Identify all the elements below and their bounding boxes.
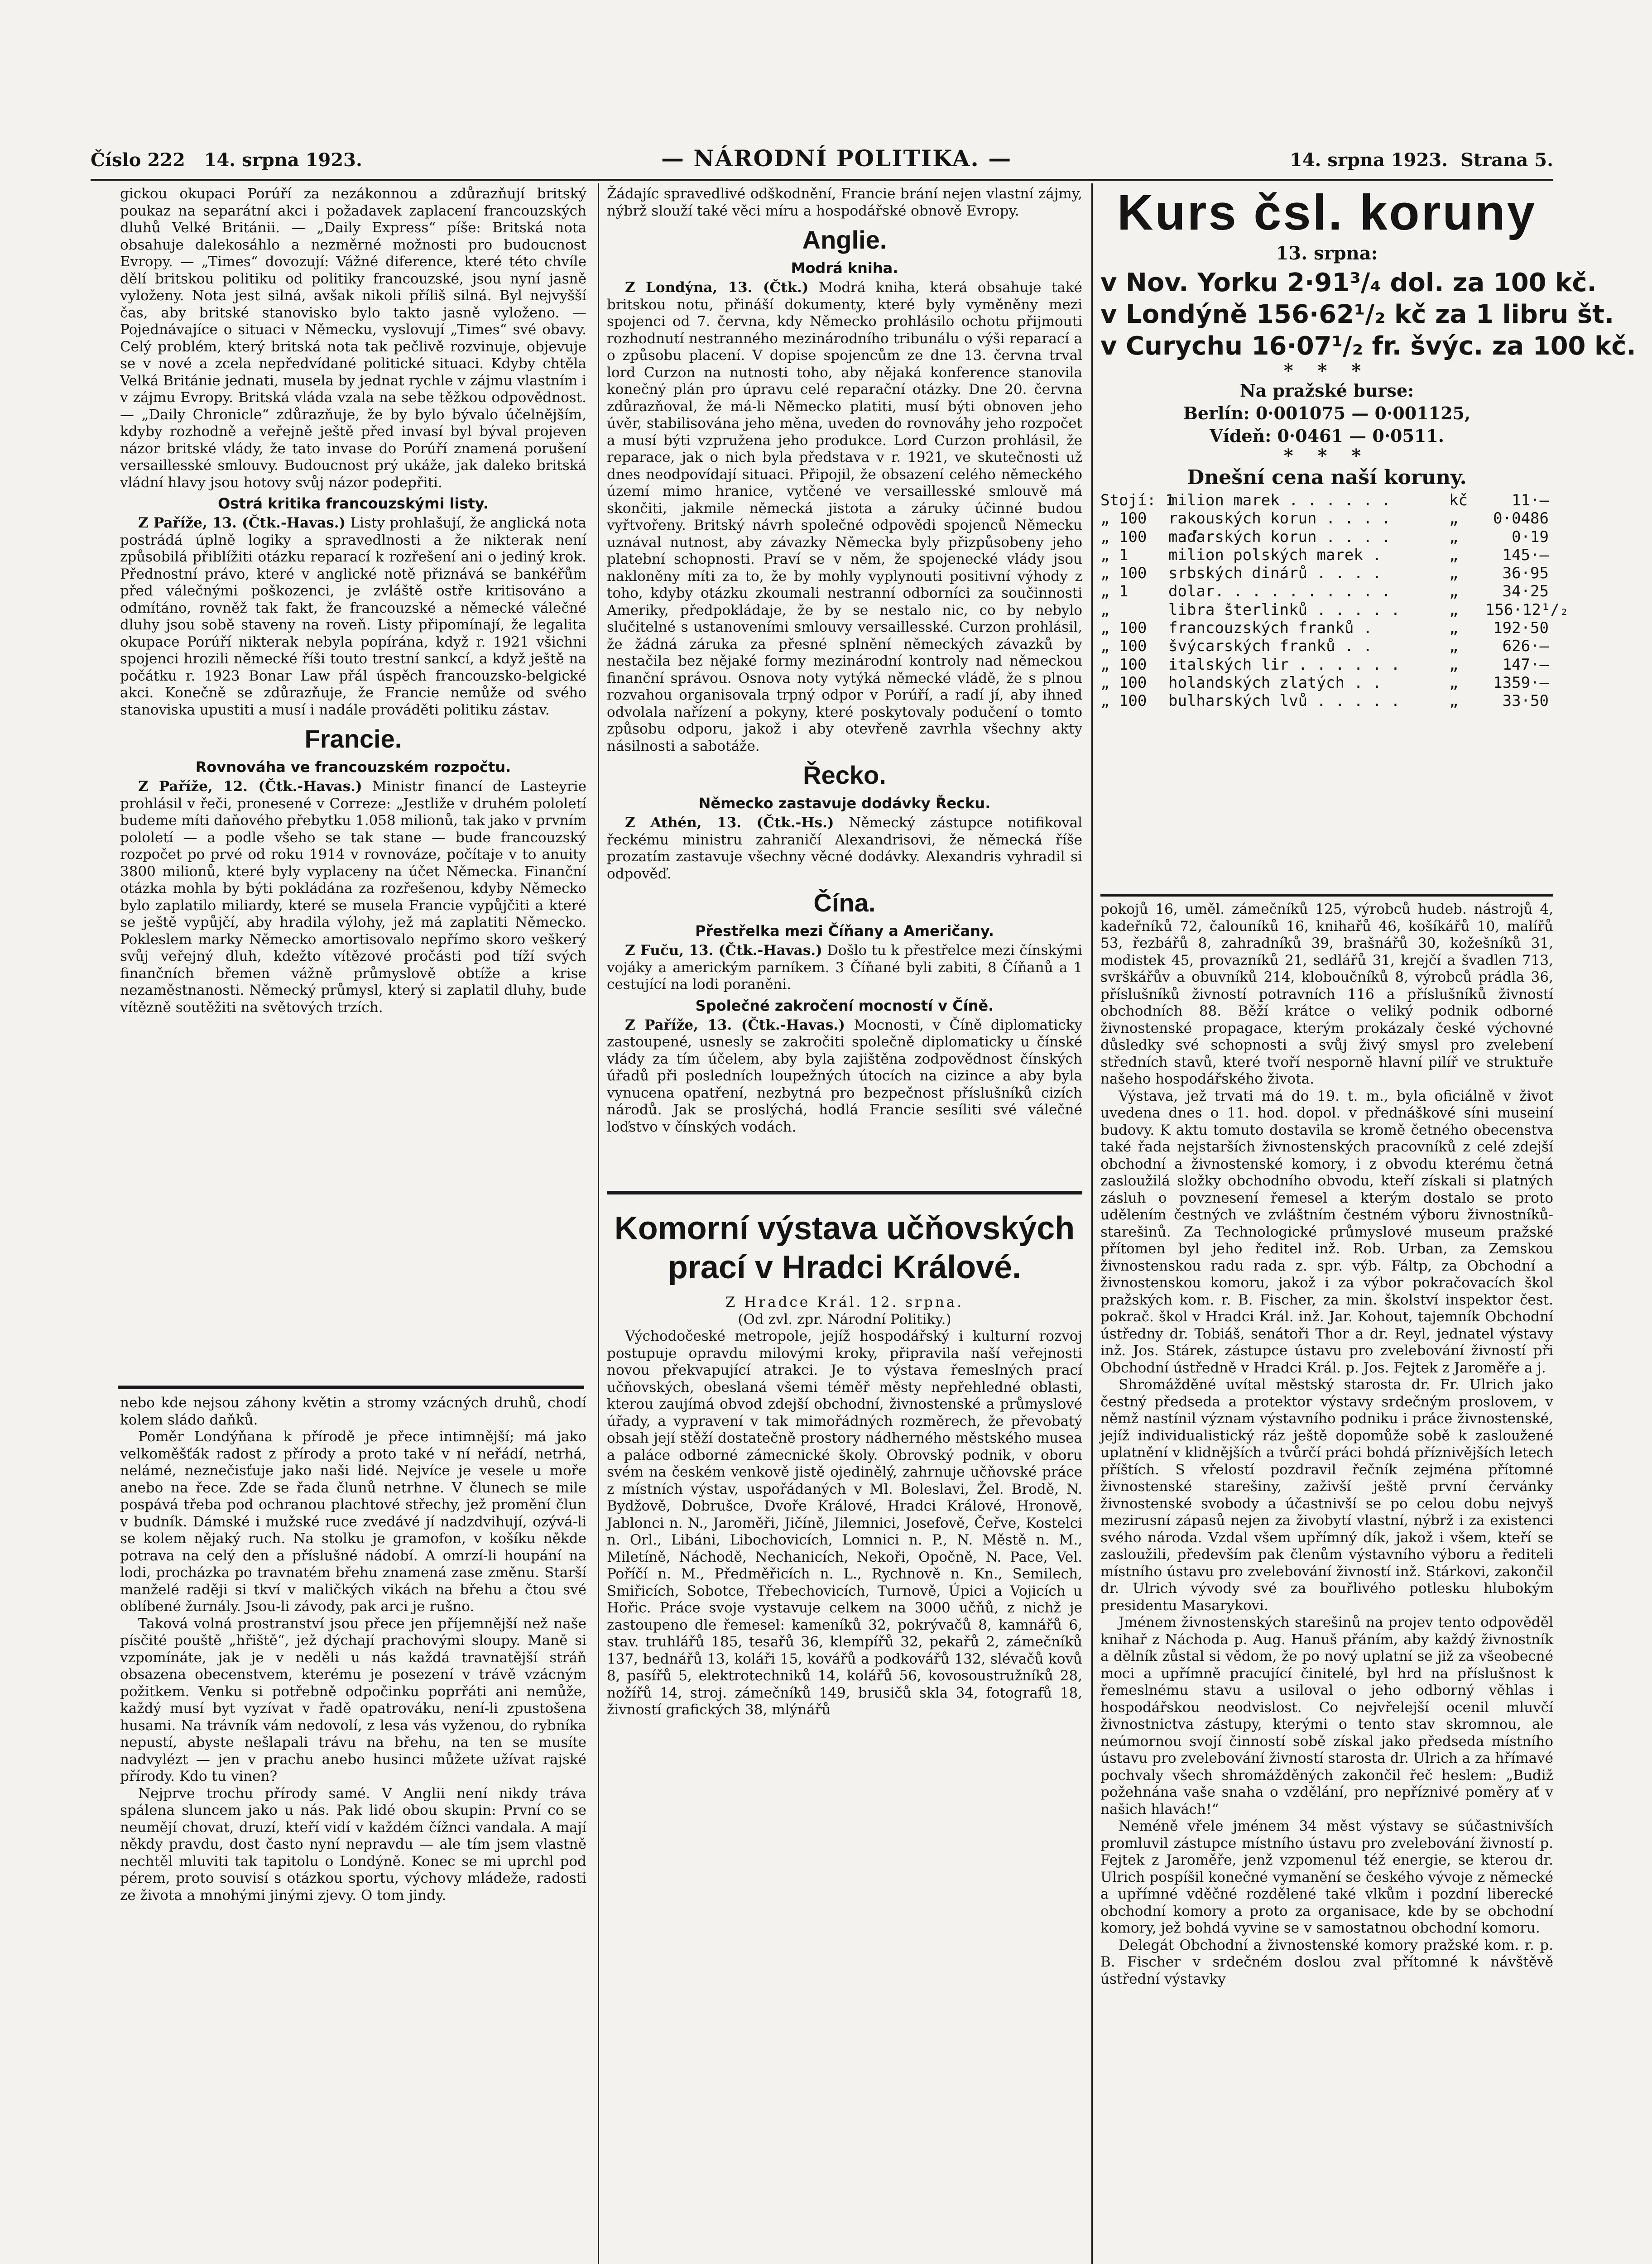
rate-quantity: „ 100 (1100, 673, 1147, 692)
feuilleton-text: Nejprve trochu přírody samé. V Anglii není nikdy tráva spálena sluncem jako u nás. Pak lidé obou skupin: První co se neumějí chovat, druzí, kteří vidí v každém čížnci vandala. A mají někdy pravdu, dost často nyní nepravdu — ale tím jsem vlastně nechtěl mluviti tak tapitolu o Londýně. Konec se mi uprchl pod pérem, proto souvisí s otázkou sportu, výchovy mládeže, radosti ze života a mnohými jinými zjevy. O tom jindy. (120, 1785, 586, 1904)
dateline: Z Paříže, 13. (Čtk.-Havas.) (625, 1017, 845, 1033)
rate-currency: maďarských korun . . . . (1168, 528, 1391, 546)
rate-value: 192·50 (1493, 619, 1549, 638)
article-text: Výstava, jež trvati má do 19. t. m., byla oficiálně v život uvedena dnes o 11. hod. dopol. v přednáškové síni museiní budovy. K aktu tomuto dostavila se kromě četného obecenstva také řada nejstarších živnostenských pracovníků z celé zdejší obchodní a živnostenské komory, i z obvodu kterému četná zasloužilá složky obchodního obvodu, kteří získali si platných zásluh o povznesení řemesel a kterým dostalo se proto udělením čestných ve zvláštním čestném výboru živnostníků-starešinů. Za Technologické průmyslové museum pražské přítomen byl jeho ředitel inž. Rob. Urban, za Zemskou živnostenskou radu rada z. spr. výb. Fáltp, za Obchodní a živnostenskou komoru, jakož i za výbor pokračovacích škol pražských kom. r. B. Fischer, za min. školství inspektor čest. pokrač. škol v Hradci Král. inž. Jar. Kohout, tajemník Obchodní ústředny dr. Tobiáš, senátoři Thor a dr. Reyl, jednatel výstavy inž. Jos. Stárek, zástupce ústavu pro zvelebování živností při Obchodní ústředně v Hradci Král. p. Jos. Fejtek z Jaroměře a j. (1100, 1088, 1553, 1376)
page-header (91, 145, 1553, 172)
rate-unit: „ (1449, 673, 1459, 692)
rate-value: 33·50 (1502, 692, 1549, 710)
rate-value: 626·— (1502, 637, 1549, 656)
article-text: Žádajíc spravedlivé odškodnění, Francie brání nejen vlastní zájmy, nýbrž slouží také věci míru a hospodářské obnově Evropy. (607, 186, 1082, 219)
issue-number: Číslo 222 (91, 149, 185, 171)
dnesni-cena-title: Dnešní cena naší koruny. (1187, 466, 1467, 489)
rate-row (1100, 564, 1553, 582)
rate-currency: francouzských franků . (1168, 619, 1373, 638)
rate-quantity: „ 100 (1100, 637, 1147, 656)
rate-unit: „ (1449, 509, 1459, 528)
article-body: Došlo tu k přestřelce mezi čínskými vojáky a americkým parníkem. 3 Číňané byli zabiti, 8 Číňanů a 1 cestující na lodi poraněni. (607, 942, 1082, 993)
page-info (1290, 149, 1553, 171)
column-3-article (1100, 901, 1553, 2264)
rate-row (1100, 656, 1553, 674)
subheading-prestrelka: Přestřelka mezi Číňany a Američany. (695, 922, 994, 940)
subheading-nemecko: Německo zastavuje dodávky Řecku. (698, 795, 991, 812)
rate-row (1100, 491, 1553, 509)
rate-currency: švýcarských franků . . (1168, 637, 1373, 656)
rate-value: 147·— (1502, 655, 1549, 674)
feuilleton-text: Taková volná prostranství jsou přece jen příjemnější než naše písčité pouště „hřiště“, jež dýchají prachovými sloupy. Maně si vzpomínáte, jak je v neděli u nás každá travnatější stráň obsazena obecenstvem, kterému je posezení v trávě vzácným požitkem. Venku si potřebně odpočinku poprřáti ani nemůže, každý musí byt vyzívat v řadě opatrováku, není-li zpustošena husami. Na trávník vám nedovolí, z lesa vás vyženou, do rybníka nepustí, abyste nešlapali trávu na břehu, na ten se musíte nadvylézt — jen v prachu anebo husinci můžete užívat rajské přírody. Kdo tu vinen? (120, 1615, 586, 1784)
rate-row (1100, 619, 1553, 637)
article-text (607, 942, 1082, 993)
rate-unit: „ (1449, 600, 1459, 619)
separator-stars: * * * (1283, 445, 1370, 466)
page-number: Strana 5. (1460, 149, 1553, 171)
article-body: Německý zástupce notifikoval řeckému ministru zahraničí Alexandrisovi, že německá říše prozatím zastavuje všechny věcné dodávky. Alexandris vyhradil si odpověď. (607, 815, 1082, 882)
exchange-box-rule (1100, 894, 1553, 897)
rate-quantity: „ 100 (1100, 528, 1147, 546)
rate-unit: „ (1449, 619, 1459, 638)
rate-row (1100, 546, 1553, 564)
rate-row (1100, 674, 1553, 692)
rates-table (1100, 491, 1569, 710)
section-rule-col1 (118, 1386, 584, 1389)
rate-row (1100, 692, 1553, 710)
article-text: Delegát Obchodní a živnostenské komory pražské kom. r. p. B. Fischer v srdečném doslou zval přítomné k návštěvě ústřední výstavky (1100, 1937, 1553, 1987)
rate-currency: italských lir . . . . . . (1168, 655, 1400, 674)
article-text (120, 778, 586, 1016)
feuilleton-text: nebo kde nejsou záhony květin a stromy vzácných druhů, chodí kolem sládo daňků. (120, 1395, 586, 1428)
rate-quantity: „ (1100, 600, 1110, 619)
rate-quantity: „ 1 (1100, 582, 1129, 601)
article-byline: (Od zvl. zpr. Národní Politiky.) (738, 1311, 951, 1328)
rate-currency: bulharských lvů . . . . . (1168, 692, 1400, 710)
article-title-vystava: Komorní výstava učňovských prací v Hradci Králové. (614, 1210, 1075, 1285)
issue-info (91, 149, 362, 171)
heading-cina: Čína. (813, 888, 876, 917)
feuilleton-text: Poměr Londýňana k přírodě je přece intimnější; má jako velkoměšťák radost z přírody a proto také v ní neřádí, netrhá, nelámé, neznečisťuje jako naši lidé. Nejvíce je vesele u moře anebo na řece. Zde se řada člunů netrhne. V člunech se mile pospává třeba pod ochranou plachtové střechy, jež promění člun v budník. Dámské i mužské ruce zvedávé jí nadzdvihují, ozývá-li se kolem nějaký ruch. Na stolku je gramofon, v košíku někde potrava na celý den a příslušné nádobí. A omrzí-li houpání na lodi, procházka po travnatém břehu znamená zase změnu. Starší manželé raději si tkví v maličkých vikách na břehu a čtou své oblíbené žurnály. Jsou-li závody, pak arci je rušno. (120, 1429, 586, 1615)
rate-value: 145·— (1502, 546, 1549, 564)
rate-currency: libra šterlinků . . . . . (1168, 600, 1400, 619)
rate-quantity: „ 100 (1100, 564, 1147, 583)
rate-unit: „ (1449, 528, 1459, 546)
article-text: Jménem živnostenských starešinů na projev tento odpověděl knihař z Náchoda p. Aug. Hanuš přáním, aby každý živnostník a dělník zůstal si vědom, že po nový uplatní se již za všeobecné moci a upřímně pracující činitelé, byl hrd na příslušnost k řemeslnému stavu a usiloval o jeho odborný věhlas i hospodářskou neodvislost. Co nejvřelejší ocenil mluvčí živnostnictva zástupy, kterými o tento stav skromnou, ale neúmornou svojí činností sobě získal jako předseda místního ústavu pro zvelebování živností starosta dr. Ulrich a za hřímavé pochvaly všech shromážděných zakončil řeč heslem: „Budiž požehnána vaše snaha o vzdělání, pro nepříznivé poměry ať v našich hlavách!“ (1100, 1614, 1553, 1818)
rate-value: 11·— (1512, 491, 1549, 509)
article-text (607, 1017, 1082, 1136)
rate-value: 156·12¹/₂ (1485, 600, 1569, 619)
rate-row (1100, 509, 1553, 528)
article-body: Listy prohlašují, že anglická nota postrádá úplně logiky a spravedlnosti a že nikterak není způsobilá přiblížiti otázku reparací k rozřešení ani o jediný krok. Přednostní právo, které v anglické notě přiznává se bankéřům před válečnými poškozenci, je zvláště ostře kritisováno a odmítáno, rovněž tak fakt, že francouzské a německé válečné dluhy jsou sobě staveny na roveň. Listy připomínají, že legalita okupace Porúří nikterak nebyla popírána, když r. 1921 všichni spojenci hrozili německé říši touto trestní sankcí, a když ještě na počátku r. 1923 Bonar Law přál úspěch francouzsko-belgické akci. Konečně se zdůrazňuje, že Francie nemůže od svého stanoviska upustiti a musí i nadále prováděti politiku zástav. (120, 515, 587, 718)
article-text: Shromážděné uvítal městský starosta dr. Fr. Ulrich jako čestný předseda a protektor výstavy srdečným proslovem, v němž nastínil význam výstavního podniku i práce živnostenské, jejíž individualistický ráz ještě dopomůže sobě k zasloužené uplatnění v klidnějších a tvůrčí práci bohdá příznivějších letech příštích. S vřelostí pozdravil řečník zejména přítomné živnostenské starešiny, zaživší ještě první červánky živnostenské svobody a účastnivší se po celou dobu nejvyš mezirusní zápasů nejen za živobytí vlastní, nýbrž i za existenci svého národa. Vzdal všem upřímný dík, jakož i všem, kteří se zasloužili, především pak členům výstavního výboru a řediteli místního ústavu pro zvelebování živností inž. Stárkovi, zakončil dr. Ulrich vývody své za bouřlivého potlesku hlubokým presidentu Masarykovi. (1100, 1377, 1553, 1614)
burse-title: Na pražské burse: (1239, 380, 1414, 401)
rate-currency: rakouských korun . . . . (1168, 509, 1391, 528)
rate-berlin: Berlín: 0·001075 — 0·001125, (1183, 403, 1471, 423)
heading-anglie: Anglie. (802, 225, 887, 254)
dateline: Z Fuču, 13. (Čtk.-Havas.) (625, 942, 822, 959)
rate-currency: milion marek . . . . . . (1168, 491, 1391, 509)
column-2-bottom (607, 1200, 1082, 2264)
rate-row (1100, 582, 1553, 600)
rate-unit: „ (1449, 582, 1459, 601)
masthead-title: — NÁRODNÍ POLITIKA. — (661, 145, 1012, 172)
column-divider-1 (598, 183, 599, 2264)
article-text (120, 515, 586, 719)
rate-unit: kč (1449, 491, 1468, 509)
rate-quantity: „ 1 (1100, 546, 1129, 564)
rate-currency: srbských dinárů . . . . (1168, 564, 1382, 583)
section-rule-col2 (607, 1191, 1082, 1194)
article-body: Ministr financí de Lasteyrie prohlásil v řeči, pronesené v Correze: „Jestliže v druhém pololetí budeme míti daňového přebytku 1.058 milionů, tak jako v prvním pololetí — a podle všeho se tak stane — bude francouzský rozpočet po prvé od roku 1914 v rovnováze, počítaje v to anuity 3800 milionů, které byly vyplaceny na účet Německa. Finanční otázka mohla by býti pokládána za rozřešenou, kdyby Německo bylo zaplatilo miliardy, které se musela Francie vypůjčiti a které se ještě vypůjčí, aby hradila výlohy, jež má zaplatiti Německo. Pokleslem marky Německo amortisovalo nepřímo skoro veškerý svůj veřejný dluh, kdežto vítězové pročásti pod tíží svých finančních břemen vážně průmyslově obtíže a krise nezaměstnanosti. Německý průmysl, který si zaplatil dluhy, bude vítězně soutěžiti na světových trzích. (120, 778, 586, 1016)
subheading-spolecne: Společné zakročení mocností v Číně. (695, 997, 994, 1014)
kurs-title: Kurs čsl. koruny (1117, 185, 1537, 240)
issue-date: 14. srpna 1923. (204, 149, 362, 171)
dateline: Z Paříže, 13. (Čtk.-Havas.) (138, 515, 346, 531)
kurs-date: 13. srpna: (1276, 243, 1378, 264)
rate-quantity: „ 100 (1100, 692, 1147, 710)
rate-quantity: Stojí: 1 (1100, 491, 1175, 509)
rate-row (1100, 528, 1553, 546)
article-text (607, 815, 1082, 883)
heading-recko: Řecko. (803, 761, 886, 789)
article-text (607, 279, 1082, 755)
dateline: Z Paříže, 12. (Čtk.-Havas.) (138, 778, 362, 795)
article-body: Mocnosti, v Číně diplomaticky zastoupené, usnesly se zakročiti společně diplomaticky u čínské vlády za tím účelem, aby byla zajištěna zodpovědnost čínských úřadů při posledních loupežných útocích na cizince a aby byla vynucena opatření, nezbytná pro bezpečnost příslušníků cizích národů. Jak se proslýchá, hodlá Francie sesíliti své válečné loďstvo v čínských vodách. (607, 1017, 1083, 1135)
rate-value: 0·19 (1512, 528, 1549, 546)
rate-quantity: „ 100 (1100, 655, 1147, 674)
rate-zurich: v Curychu 16·07¹/₂ fr. švýc. za 100 kč. (1100, 331, 1636, 361)
rate-currency: dolar. . . . . . . . . . (1168, 582, 1391, 601)
dateline: Z Athén, 13. (Čtk.-Hs.) (625, 815, 834, 831)
rate-row (1100, 637, 1553, 655)
rate-currency: milion polských marek . (1168, 546, 1382, 564)
rate-new-york: v Nov. Yorku 2·91³/₄ dol. za 100 kč. (1100, 268, 1597, 297)
rate-unit: „ (1449, 692, 1459, 710)
subheading-modra-kniha: Modrá kniha. (791, 259, 898, 277)
rate-vienna: Vídeň: 0·0461 — 0·0511. (1209, 425, 1445, 446)
rate-unit: „ (1449, 546, 1459, 564)
column-divider-2 (1091, 183, 1093, 2264)
separator-stars: * * * (1283, 360, 1370, 381)
subheading-ostra-kritika: Ostrá kritika francouzskými listy. (218, 495, 489, 512)
rate-quantity: „ 100 (1100, 619, 1147, 638)
rate-value: 0·0486 (1493, 509, 1549, 528)
rate-unit: „ (1449, 655, 1459, 674)
subheading-rovnovaha: Rovnováha ve francouzském rozpočtu. (195, 758, 511, 776)
rate-currency: holandských zlatých . . (1168, 673, 1382, 692)
article-text: pokojů 16, uměl. zámečníků 125, výrobců hudeb. nástrojů 4, kadeřníků 72, čalouníků 16, knihařů 46, košíkářů 10, malířů 53, řezbářů 8, zahradníků 39, brašnářů 30, kožešníků 31, modistek 45, provazníků 21, sedlářů 31, krejčí a švadlen 713, svrškářův a obuvníků 214, kloboučníků 8, výrobců prádla 36, příslušníků živností potravních 116 a příslušníků živností obchodních 88. Běží krátce o veliký podnik odborné živnostenské propagace, kterým prokázaly české výchovné důsledky své schopnosti a svůj živý smysl pro zvelebení středních stavů, které tvoří nesporně hlavní pilíř ve struktuře našeho hospodářského života. (1100, 901, 1553, 1087)
column-1-top (120, 186, 586, 1381)
exchange-box (1100, 185, 1636, 887)
rate-row (1100, 600, 1569, 619)
rate-quantity: „ 100 (1100, 509, 1147, 528)
heading-francie: Francie. (304, 724, 402, 753)
header-rule (91, 179, 1553, 181)
article-text: Neméně vřele jménem 34 měst výstavy se súčastnivších promluvil zástupce místního ústavu pro zvelebování živností p. Fejtek z Jaroměře, jenž vzpomenul též energie, se kterou dr. Ulrich pospíšil konečné vymanění se českého vývoje z německé a upřímné vděčné rozdělené také vlkům i pozdní liberecké obchodní komory a proto za organisace, kde by se obchodní komory, jež bohdá vyvine se v samostatnou obchodní komoru. (1100, 1818, 1553, 1936)
dateline: Z Londýna, 13. (Čtk.) (625, 279, 809, 296)
rate-unit: „ (1449, 564, 1459, 583)
article-dateline: Z Hradce Král. 12. srpna. (725, 1294, 964, 1310)
rate-value: 36·95 (1502, 564, 1549, 583)
article-text: Východočeské metropole, jejíž hospodářský i kulturní rozvoj postupuje opravdu milovými kroky, připravila naší veřejnosti novou překvapující atrakci. Je to výstava řemeslných prací učňovských, obeslaná všemi téměř městy nepřehledné oblasti, kterou zaujímá obvod zdejší obchodní, živnostenské a průmyslové úřady, a vypravení v tak mimořádných rozměrech, že převobatý obsah její stěží dostatečně prostory nádherného městského musea a paláce odborné zámecnické školy. Obrovský podnik, v oboru svém na českém venkově jistě ojedinělý, zahrnuje učňovské práce z místních výstav, uspořádaných v Ml. Boleslavi, Žel. Brodě, N. Bydžově, Dobrušce, Dvoře Králové, Hradci Králové, Hronově, Jablonci n. N., Jaroměři, Jičíně, Jilemnici, Josefově, Čeřve, Kostelci n. Orl., Libáni, Libochovicích, Lomnici n. P., N. Městě n. M., Miletíně, Náchodě, Nechanicích, Nekoři, Opočně, N. Pace, Vel. Poříčí n. M., Předměřicích n. L., Rychnově n. Kn., Semilech, Smiřicích, Sobotce, Třebechovicích, Turnově, Úpici a Vojicích u Hořic. Práce svoje vystavuje celkem na 3000 učňů, z nichž je zastoupeno dle řemesel: kameníků 32, pokrývačů 8, kamnářů 6, stav. truhlářů 185, tesařů 36, klempířů 32, pekařů 2, zámečníků 137, bednářů 13, koláři 15, kovářů a podkovářů 132, slévačů kovů 8, pasířů 5, elektrotechniků 14, kolářů 56, kovosoustružníků 28, nožířů 14, stroj. zámečníků 149, brusičů skla 34, fotografů 18, živností grafických 38, mlýnářů (607, 1328, 1082, 1718)
rate-unit: „ (1449, 637, 1459, 656)
article-body: Modrá kniha, která obsahuje také britskou notu, přináší dokumenty, které byly vyměněny mezi spojenci od 7. června, kdy Německo prohlásilo ochotu přijmouti rozhodnutí nestranného mezinárodního tribunálu o výši reparací a o způsobu placení. V dopise spojencům ze dne 13. června trval lord Curzon na nutnosti toho, aby nějaká konference stanovila konečný plán pro úpravu celé reparační otázky. Dne 20. června zdůrazňoval, že má-li Německo platiti, musí býti obnoven jeho úvěr, stabilisována jeho měna, uveden do rovnováhy jeho rozpočet a musí býti vzpružena jeho produkce. Lord Curzon prohlásil, že reparace, jak o nich byla představa v r. 1921, ve skutečnosti už dnes neodpovídají situaci. Připojil, že obsazení celého německého území mimo hranice, vytčené ve versaillesské smlouvě má skončiti, jakmile německá jistota a záruky účinné budou vyřtvořeny. Britský návrh společné odpovědi spojenců Německu uznával nutnost, aby závazky Německa byly přizpůsobeny jeho platební schopnosti. Praví se v něm, že spojenecké vlády jsou nakloněny míti za to, že by mohly vyplynouti positivní výhody z toho, kdyby otázku zkoumali nestranní odborníci za součinnosti Ameriky, předpokládaje, že by se nestalo nic, co by nebylo slučitelné s ustanoveními smlouvy versaillesské. Curzon prohlásil, že žádná záruka za přesné splnění německých závazků by nestačila bez nějaké formy mezinárodní kontroly nad německou finanční správou. Osnova noty vytýká německé vládě, že s plnou rozvahou organisovala trpný odpor v Porúří, a radí jí, aby ihned odvolala nařízení a pokyny, které poskytovaly podučení o tomto způsobu odporu, jakož i aby otevřeně zavrhla všechny akty násilnosti a sabotáže. (607, 279, 1083, 754)
page-date: 14. srpna 1923. (1289, 149, 1448, 171)
rate-value: 34·25 (1502, 582, 1549, 601)
rate-london: v Londýně 156·62¹/₂ kč za 1 libru št. (1100, 300, 1614, 329)
column-1-bottom (120, 1395, 586, 2264)
article-text: gickou okupaci Porúří za nezákonnou a zdůrazňují britský poukaz na separátní akci i požadavek zaplacení francouzských dluhů Velké Británii. — „Daily Express“ píše: Britská nota obsahuje dalekosáhlo a nezměrné možnosti pro budoucnost Evropy. — „Times“ dovozují: Vážné diference, které této chvíle dělí britskou politiku od politiky francouzské, jsou nyní jasně vyloženy. Nota jest silná, avšak nikoli příliš silná. Byl nejvyšší čas, aby britské stanovisko bylo takto jasně vyloženo. — Pojednávajíce o situaci v Německu, vyslovují „Times“ své obavy. Celý problém, který britská nota tak pečlivě rozvinuje, objevuje se v nové a zcela nepředvídané politické situaci. Kdyby chtěla Velká Británie jednati, musela by jednat rychle v zájmu vlastním i v zájmu Evropy. Britská vláda vzala na sebe těžkou odpovědnost. — „Daily Chronicle“ zdůrazňuje, že by bylo bývalo účelnějším, kdyby rozhodně a veřejně ještě před invasí byl býval projeven názor britské vlády, že tato invase do Porúří znamená porušení versaillesské smlouvy. Budoucnost prý ukáže, jak daleko britská vládní hlavy jsou hotovy svůj názor podepřiti. (120, 186, 586, 491)
rate-value: 1359·— (1493, 673, 1549, 692)
column-2-top (607, 186, 1082, 1186)
